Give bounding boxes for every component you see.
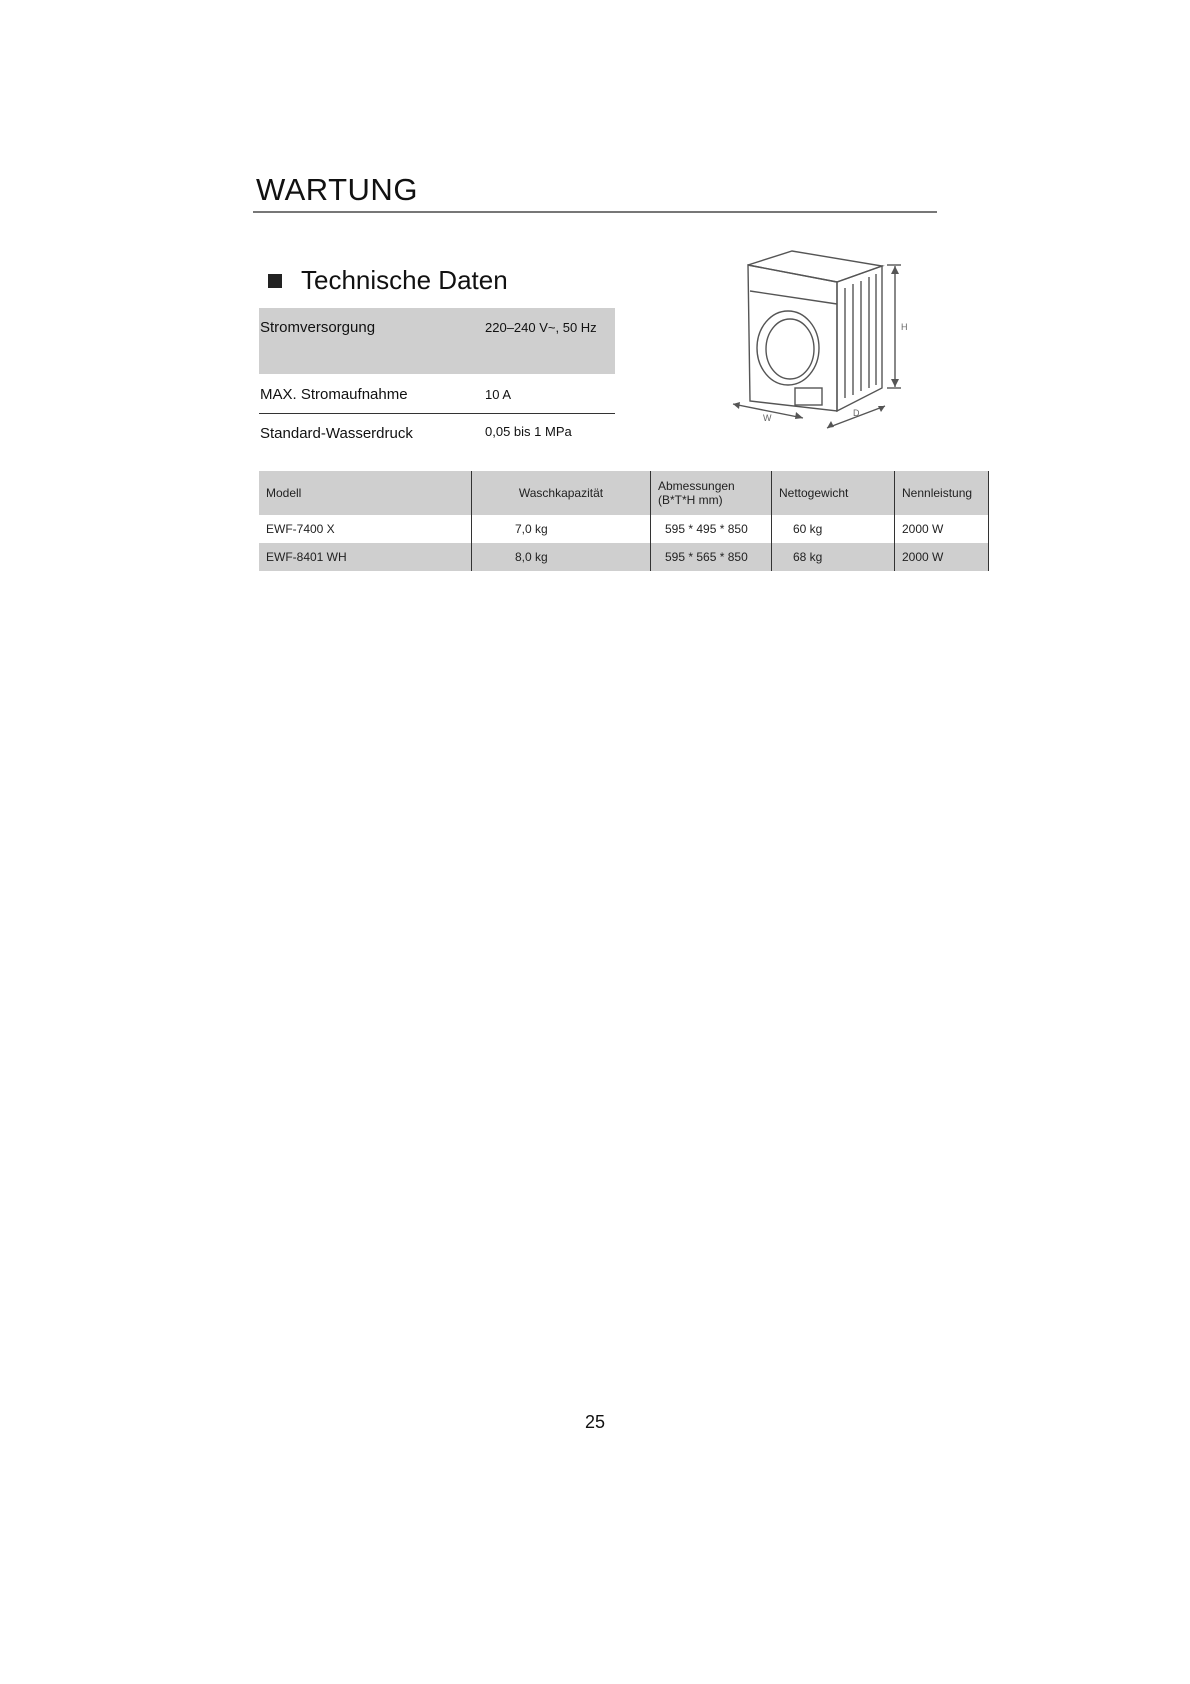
cell-capacity: 8,0 kg [472, 543, 651, 571]
spec-label: Standard-Wasserdruck [260, 425, 413, 442]
section-title: WARTUNG [256, 172, 418, 207]
technical-data-title: Technische Daten [301, 265, 508, 295]
header-model: Modell [259, 471, 472, 515]
table-header-row [259, 471, 989, 515]
width-label: W [763, 413, 772, 423]
height-label: H [901, 322, 908, 332]
spec-value: 0,05 bis 1 MPa [485, 424, 572, 439]
cell-weight: 60 kg [772, 515, 895, 543]
cell-model: EWF-8401 WH [259, 543, 472, 571]
washing-machine-dimension-diagram [725, 248, 925, 440]
spec-table [259, 308, 615, 452]
header-dimensions [651, 471, 772, 515]
depth-label: D [853, 408, 860, 418]
cell-weight: 68 kg [772, 543, 895, 571]
square-bullet-icon [268, 274, 282, 288]
header-dimensions-label: Abmessungen [658, 479, 735, 493]
spec-value: 220–240 V~, 50 Hz [485, 320, 597, 335]
header-power: Nennleistung [895, 471, 989, 515]
technical-data-heading [268, 265, 508, 296]
page-number: 25 [584, 1412, 606, 1432]
cell-dimensions: 595 * 495 * 850 [651, 515, 772, 543]
header-weight: Nettogewicht [772, 471, 895, 515]
spec-label: Stromversorgung [260, 319, 376, 336]
spec-value: 10 A [485, 387, 512, 402]
cell-model: EWF-7400 X [266, 522, 335, 536]
header-capacity: Waschkapazität [472, 471, 651, 515]
spec-label: MAX. Stromaufnahme [260, 386, 408, 403]
cell-power: 2000 W [895, 543, 989, 571]
table-row [259, 515, 989, 543]
cell-power: 2000 W [895, 515, 989, 543]
table-row [259, 543, 989, 571]
cell-capacity: 7,0 kg [472, 515, 651, 543]
cell-dimensions: 595 * 565 * 850 [651, 543, 772, 571]
spec-row-water-pressure [259, 414, 615, 452]
spec-row-max-current [259, 374, 615, 414]
title-divider [253, 211, 937, 213]
model-table [259, 471, 989, 571]
header-dimensions-unit: (B*T*H mm) [658, 493, 723, 507]
spec-row-power-supply [259, 308, 615, 374]
